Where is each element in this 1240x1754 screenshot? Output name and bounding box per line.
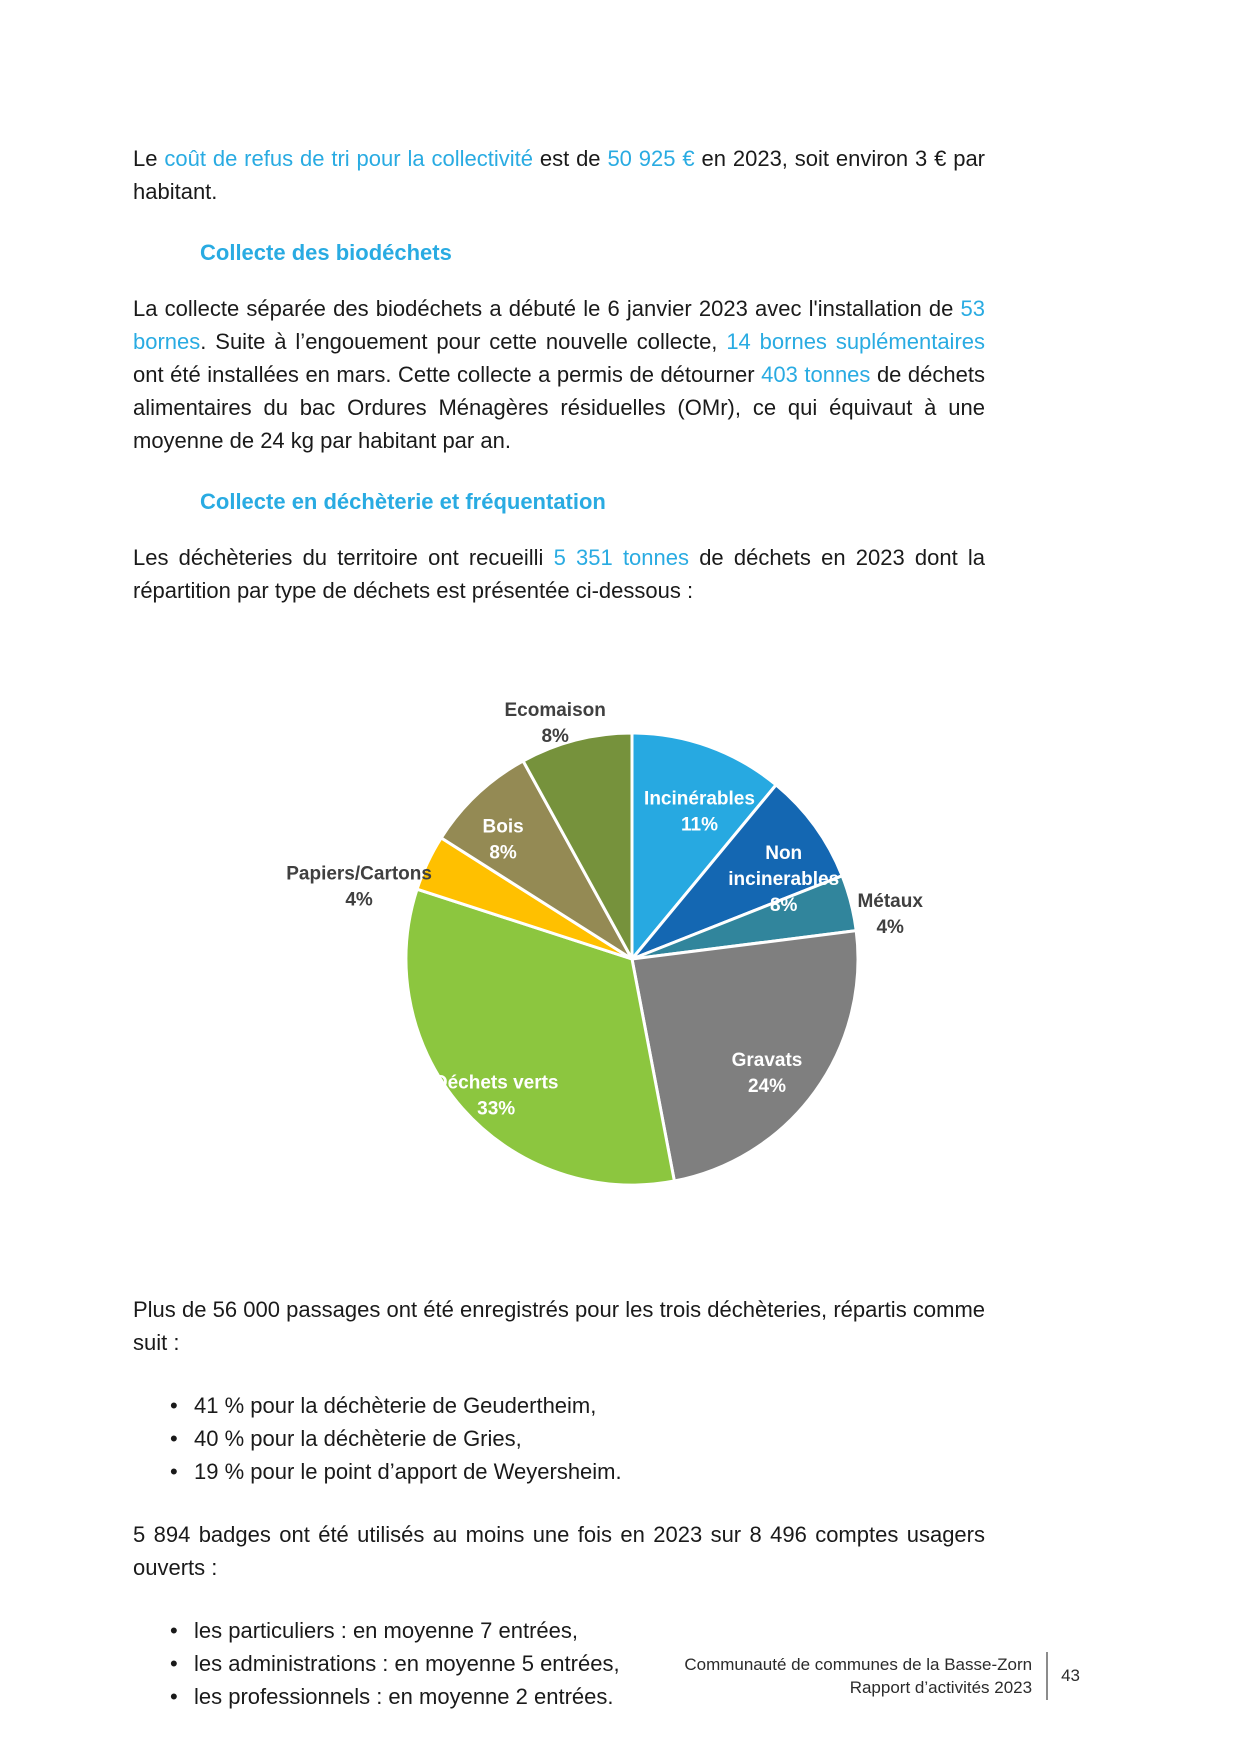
section-heading-biodechets: Collecte des biodéchets <box>200 240 452 265</box>
list-item: • 40 % pour la déchèterie de Gries, <box>180 1422 985 1455</box>
text-segment: est de <box>532 146 608 171</box>
pie-label-dechets-verts: Déchets verts 33% <box>433 1072 559 1120</box>
section-heading-decheterie: Collecte en déchèterie et fréquentation <box>200 489 606 514</box>
list-item: • les administrations : en moyenne 5 entrées, <box>180 1647 985 1680</box>
pie-label-papiers-cartons: Papiers/Cartons 4% <box>286 863 432 911</box>
text-segment: Le <box>133 146 165 171</box>
pie-chart-svg <box>0 637 1240 1257</box>
passages-paragraph <box>133 1293 985 1359</box>
list-item: • les particuliers : en moyenne 7 entrées, <box>180 1614 985 1647</box>
list-item: • les professionnels : en moyenne 2 entrées. <box>180 1680 985 1713</box>
accent-text: 53 bornes <box>133 296 985 354</box>
pie-label-ecomaison: Ecomaison 8% <box>504 700 606 748</box>
badges-paragraph <box>133 1518 985 1584</box>
text-segment: La collecte séparée des biodéchets a débuté le 6 janvier 2023 avec l'installation de <box>133 296 961 321</box>
pie-label-metaux: Métaux 4% <box>857 891 923 938</box>
accent-text: 403 tonnes <box>761 362 871 387</box>
accent-text: coût de refus de tri pour la collectivité <box>164 146 533 171</box>
footer-divider <box>1046 1652 1048 1700</box>
footer-text <box>684 1653 1032 1699</box>
text-segment: en 2023, soit environ 3 € par habitant. <box>133 146 986 204</box>
text-segment: Plus de 56 000 passages ont été enregistrés pour les trois déchèteries, répartis comme suit : <box>133 1297 985 1355</box>
accent-text: 5 351 tonnes <box>553 545 690 570</box>
footer-report-title: Rapport d’activités 2023 <box>849 1678 1033 1697</box>
biodechets-paragraph <box>133 292 985 457</box>
pie-label-gravats: Gravats 24% <box>731 1049 803 1097</box>
text-segment: de déchets alimentaires du bac Ordures Ménagères résiduelles (OMr), ce qui équivaut à une moyenne de 24 kg par habitant par an. <box>133 362 985 453</box>
text-segment: 5 894 badges ont été utilisés au moins une fois en 2023 sur 8 496 comptes usagers ouverts : <box>133 1522 985 1580</box>
text-segment: de déchets en 2023 dont la répartition par type de déchets est présentée ci-dessous : <box>133 545 985 603</box>
passages-list <box>133 1389 985 1488</box>
page-number: 43 <box>1061 1666 1080 1685</box>
text-segment: . Suite à l’engouement pour cette nouvelle collecte, <box>200 329 727 354</box>
footer-organisation: Communauté de communes de la Basse-Zorn <box>684 1655 1033 1674</box>
list-item: • 19 % pour le point d’apport de Weyersheim. <box>180 1455 985 1488</box>
list-item: • 41 % pour la déchèterie de Geudertheim, <box>180 1389 985 1422</box>
decheterie-paragraph <box>133 541 985 607</box>
accent-text: 14 bornes suplémentaires <box>726 329 986 354</box>
intro-paragraph <box>133 142 985 208</box>
waste-types-pie-chart <box>0 637 1240 1257</box>
accent-text: 50 925 € <box>607 146 695 171</box>
page-footer <box>684 1652 1080 1700</box>
pie-label-non-incinerables: Non incinerables 8% <box>728 842 840 916</box>
pie-label-incinerables: Incinérables 11% <box>644 788 755 836</box>
text-segment: Les déchèteries du territoire ont recueilli <box>133 545 554 570</box>
pie-label-bois: Bois 8% <box>482 816 524 864</box>
text-segment: ont été installées en mars. Cette collecte a permis de détourner <box>133 362 762 387</box>
